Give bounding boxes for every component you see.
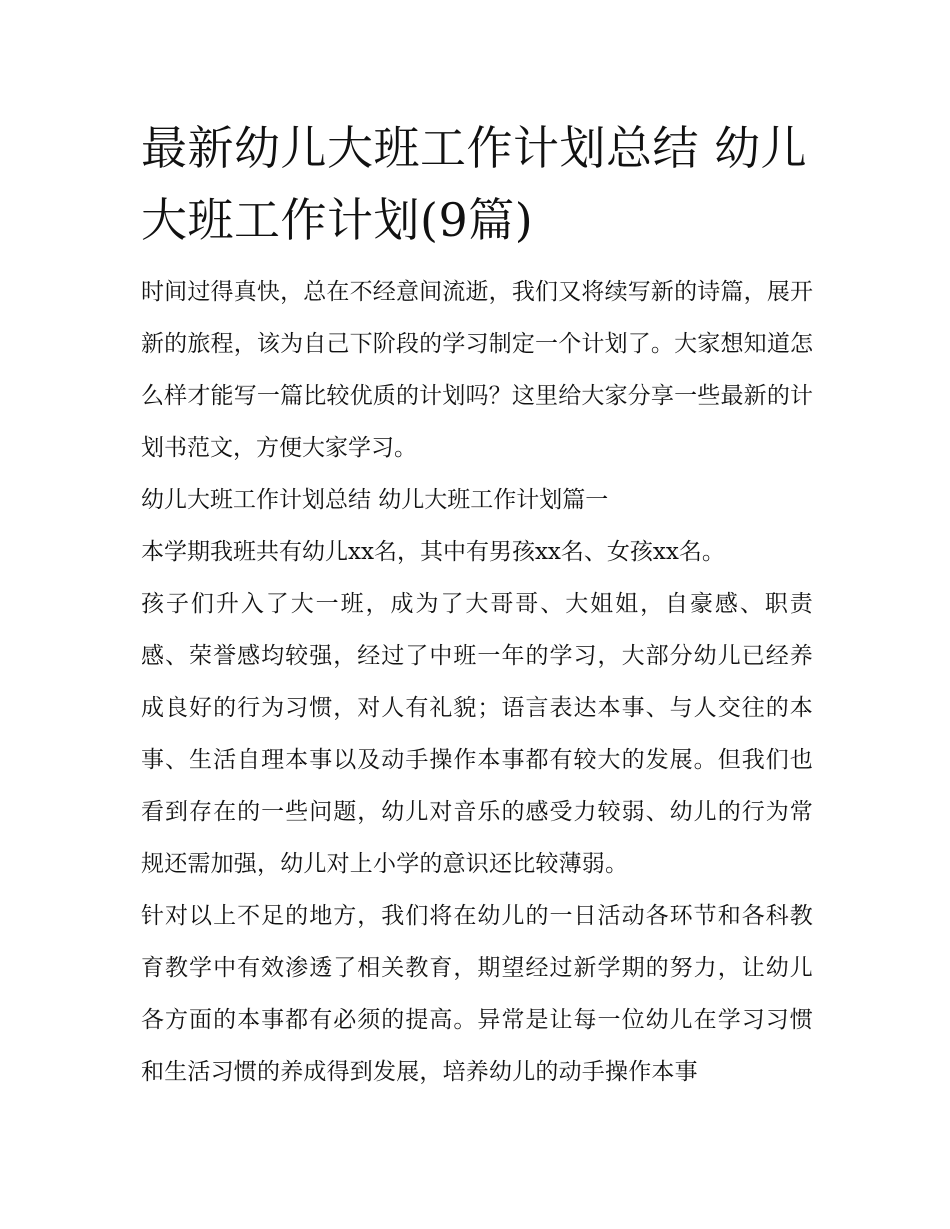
intro-paragraph: 时间过得真快，总在不经意间流逝，我们又将续写新的诗篇，展开新的旅程，该为自己下阶段的学习制定一个计划了。大家想知道怎么样才能写一篇比较优质的计划吗？这里给大家分享一些最新的计划书范文，方便大家学习。 bbox=[141, 279, 813, 461]
class-size-paragraph: 本学期我班共有幼儿xx名，其中有男孩xx名、女孩xx名。 bbox=[141, 539, 725, 565]
class-analysis-paragraph: 孩子们升入了大一班，成为了大哥哥、大姐姐，自豪感、职责感、荣誉感均较强，经过了中班一年的学习，大部分幼儿已经养成良好的行为习惯，对人有礼貌；语言表达本事、与人交往的本事、生活自理本事以及动手操作本事都有较大的发展。但我们也看到存在的一些问题，幼儿对音乐的感受力较弱、幼儿的行为常规还需加强，幼儿对上小学的意识还比较薄弱。 bbox=[141, 591, 813, 877]
document-body bbox=[141, 266, 813, 1098]
section-heading: 幼儿大班工作计划总结 幼儿大班工作计划篇一 bbox=[141, 487, 609, 513]
document-title: 最新幼儿大班工作计划总结 幼儿大班工作计划(9篇) bbox=[141, 121, 808, 247]
document-content bbox=[141, 112, 813, 1098]
plan-goals-paragraph: 针对以上不足的地方，我们将在幼儿的一日活动各环节和各科教育教学中有效渗透了相关教育，期望经过新学期的努力，让幼儿各方面的本事都有必须的提高。异常是让每一位幼儿在学习习惯和生活习惯的养成得到发展，培养幼儿的动手操作本事 bbox=[141, 903, 813, 1085]
